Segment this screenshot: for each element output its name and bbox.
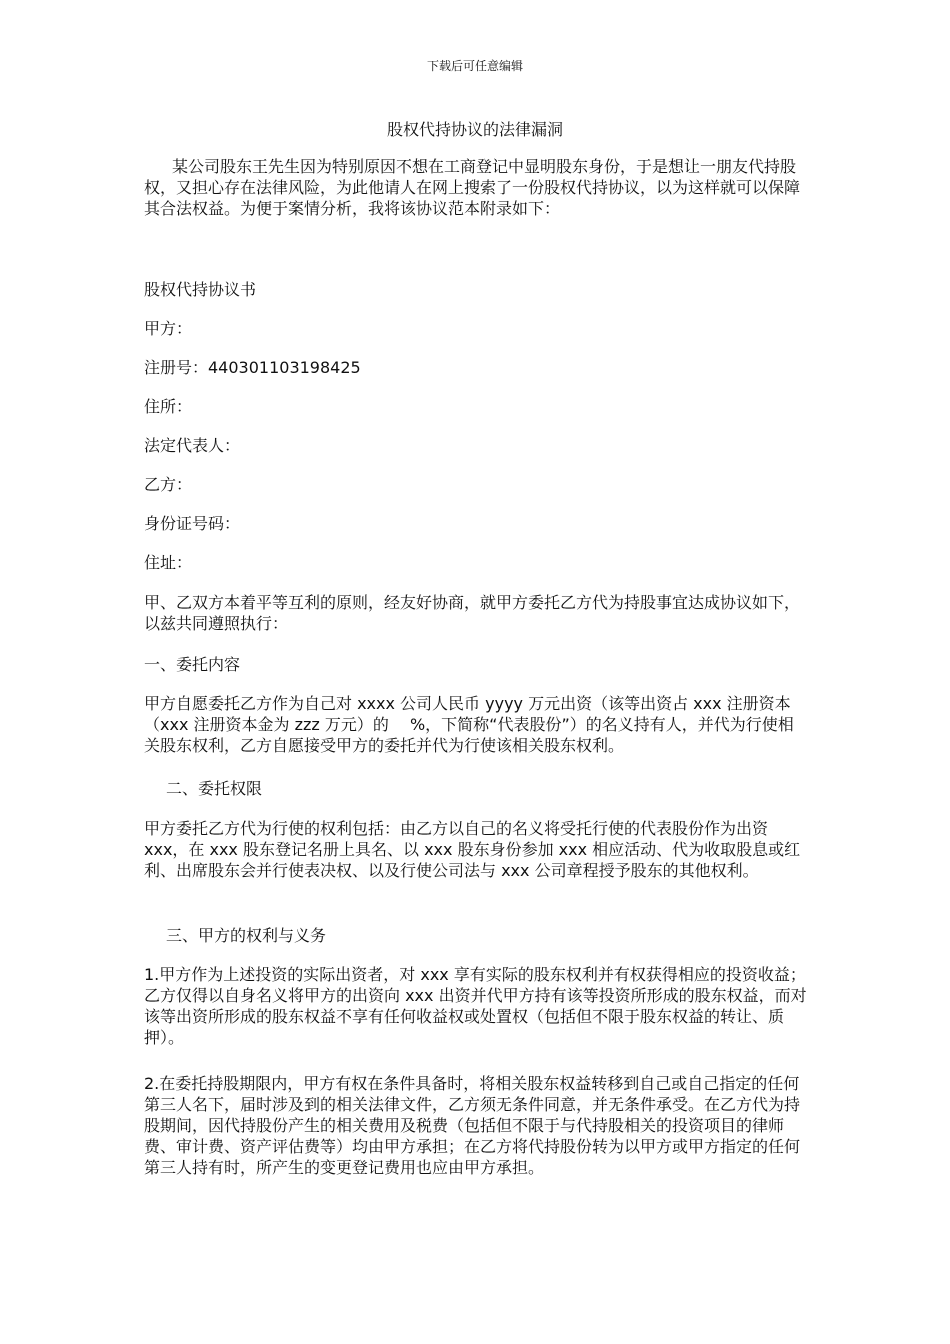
- party-a-field: 甲方：: [144, 319, 193, 338]
- section-2-heading: 二、委托权限: [166, 779, 263, 798]
- preamble-paragraph: 甲、乙双方本着平等互利的原则，经友好协商，就甲方委托乙方代为持股事宜达成协议如下，以兹共同遵照执行：: [144, 593, 801, 633]
- agreement-name: 股权代持协议书: [144, 280, 257, 299]
- registration-number-field: 注册号：440301103198425: [144, 358, 361, 377]
- section-3-item-1: 1.甲方作为上述投资的实际出资者，对 xxx 享有实际的股东权利并有权获得相应的投资收益；乙方仅得以自身名义将甲方的出资向 xxx 出资并代甲方持有该等投资所形成的股东权益，而对该等出资所形成的股东权益不享有任何收益权或处置权（包括但不限于股东权益的转让、质押）。: [144, 965, 807, 1047]
- section-1-heading: 一、委托内容: [144, 655, 241, 674]
- section-2-text: 甲方委托乙方代为行使的权利包括：由乙方以自己的名义将受托行使的代表股份作为出资 xxx，在 xxx 股东登记名册上具名、以 xxx 股东身份参加 xxx 相应活动、代为收取股息或红利、出席股东会并行使表决权、以及行使公司法与 xxx 公司章程授予股东的其他权利。: [144, 819, 801, 880]
- intro-paragraph: 某公司股东王先生因为特别原因不想在工商登记中显明股东身份，于是想让一朋友代持股权，又担心存在法律风险，为此他请人在网上搜索了一份股权代持协议，以为这样就可以保障其合法权益。为便于案情分析，我将该协议范本附录如下：: [144, 157, 801, 218]
- party-b-address-field: 住址：: [144, 553, 193, 572]
- legal-representative-field: 法定代表人：: [144, 436, 241, 455]
- party-b-field: 乙方：: [144, 475, 193, 494]
- section-1-text: 甲方自愿委托乙方作为自己对 xxxx 公司人民币 yyyy 万元出资（该等出资占 xxx 注册资本（xxx 注册资本金为 zzz 万元）的 %，下简称“代表股份”）的名义持有人，并代为行使相关股东权利，乙方自愿接受甲方的委托并代为行使该相关股东权利。: [144, 694, 794, 755]
- id-number-field: 身份证号码：: [144, 514, 241, 533]
- party-a-address-field: 住所：: [144, 397, 193, 416]
- section-3-item-2: 2.在委托持股期限内，甲方有权在条件具备时，将相关股东权益转移到自己或自己指定的任何第三人名下，届时涉及到的相关法律文件，乙方须无条件同意，并无条件承受。在乙方代为持股期间，因代持股份产生的相关费用及税费（包括但不限于与代持股相关的投资项目的律师费、审计费、资产评估费等）均由甲方承担；在乙方将代持股份转为以甲方或甲方指定的任何第三人持有时，所产生的变更登记费用也应由甲方承担。: [144, 1074, 801, 1177]
- section-3-heading: 三、甲方的权利与义务: [166, 926, 327, 945]
- header-note: 下载后可任意编辑: [426, 59, 523, 73]
- page-title: 股权代持协议的法律漏洞: [386, 120, 563, 139]
